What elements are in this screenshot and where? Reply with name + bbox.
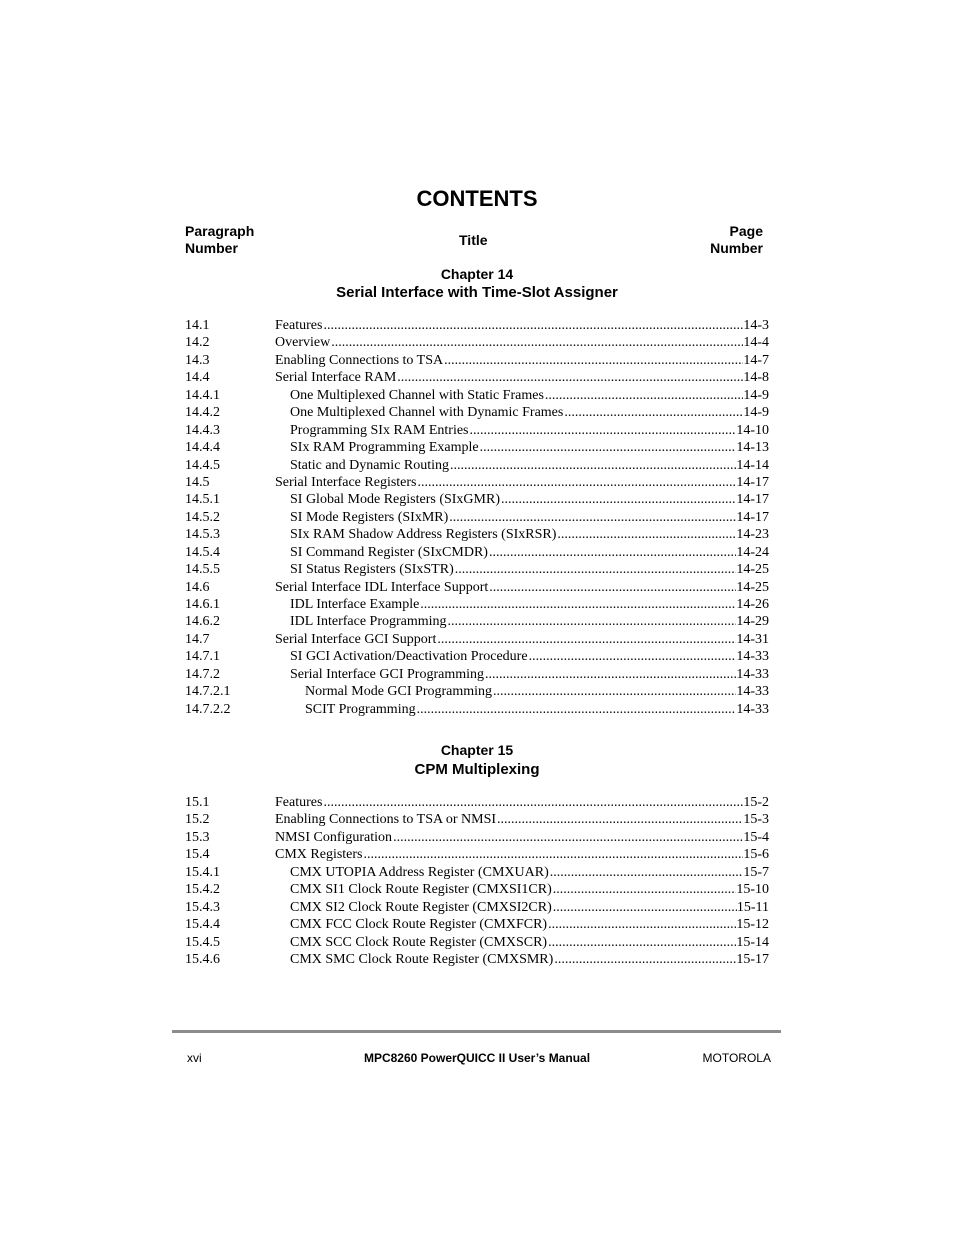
toc-entry-page: 14-14 <box>736 457 769 473</box>
toc-entry[interactable] <box>185 317 769 334</box>
toc-entry-body <box>275 526 769 543</box>
toc-entry-number: 14.7.1 <box>185 649 220 665</box>
toc-entry-number: 14.5.1 <box>185 492 220 508</box>
toc-entry-page: 14-10 <box>736 422 769 438</box>
toc-entry[interactable] <box>185 794 769 811</box>
toc-entry-page: 14-33 <box>736 684 769 700</box>
toc-entry-number: 14.5.5 <box>185 562 220 578</box>
dot-leader <box>393 829 743 846</box>
toc-entry-body <box>275 613 769 630</box>
toc-entry-number: 14.5.3 <box>185 527 220 543</box>
toc-entry-title: SCIT Programming <box>305 701 416 717</box>
toc-entry-body <box>275 422 769 439</box>
toc-entry-title: SIx RAM Shadow Address Registers (SIxRSR) <box>290 527 557 543</box>
toc-entry-page: 15-6 <box>743 847 769 863</box>
toc-entry-body <box>275 369 769 386</box>
toc-entry-number: 14.7.2.2 <box>185 701 231 717</box>
toc-entry-title: Serial Interface GCI Support <box>275 631 437 647</box>
toc-entry-number: 15.4.6 <box>185 951 220 967</box>
toc-entry-number: 14.5.4 <box>185 544 220 560</box>
toc-entry-number: 14.5 <box>185 474 210 490</box>
toc-entry-page: 14-33 <box>736 649 769 665</box>
toc-entry-title: Serial Interface RAM <box>275 370 397 386</box>
toc-entry-body <box>275 811 769 828</box>
toc-entry-page: 14-29 <box>736 614 769 630</box>
toc-entry-number: 14.4 <box>185 370 210 386</box>
toc-entry-page: 15-11 <box>736 899 769 915</box>
dot-leader <box>550 864 744 881</box>
dot-leader <box>553 899 737 916</box>
toc-entry-title: CMX SI2 Clock Route Register (CMXSI2CR) <box>290 899 552 915</box>
toc-entry-number: 15.3 <box>185 829 210 845</box>
toc-entry-title: One Multiplexed Channel with Static Frames <box>290 387 544 403</box>
toc-entry-page: 15-2 <box>743 795 769 810</box>
toc-entry-body <box>275 474 769 491</box>
toc-entry-page: 15-14 <box>736 934 769 950</box>
toc-entry-body <box>275 934 769 951</box>
dot-leader <box>548 916 736 933</box>
toc-entry-page: 14-33 <box>736 666 769 682</box>
toc-entry[interactable] <box>185 846 769 863</box>
toc-entry-page: 14-9 <box>743 387 769 403</box>
chapter-14-title: Serial Interface with Time-Slot Assigner <box>336 284 618 301</box>
toc-entry-body <box>275 881 769 898</box>
toc-entry-number: 15.4.4 <box>185 917 220 933</box>
toc-entry-title: IDL Interface Example <box>290 597 420 612</box>
toc-entry-number: 14.7 <box>185 631 210 647</box>
paragraph-header-line1: Paragraph <box>185 223 255 239</box>
toc-entry[interactable] <box>185 683 769 700</box>
toc-entry-title: CMX SCC Clock Route Register (CMXSCR) <box>290 934 548 950</box>
toc-entry-page: 14-4 <box>743 335 769 351</box>
footer-manual-title: MPC8260 PowerQUICC II User’s Manual <box>363 1051 591 1065</box>
toc-entry[interactable] <box>185 387 769 404</box>
toc-entry-body <box>275 334 769 351</box>
toc-entry-body <box>275 509 769 526</box>
toc-entry-number: 14.6.2 <box>185 614 220 630</box>
toc-entry[interactable] <box>185 404 769 421</box>
toc-entry-body <box>275 846 769 863</box>
dot-leader <box>449 509 736 526</box>
page-header-line1: Page <box>729 223 763 239</box>
toc-entry-body <box>275 457 769 474</box>
toc-entry-number: 15.4.2 <box>185 882 220 898</box>
toc-entry-number: 14.5.2 <box>185 509 220 525</box>
title-header: Title <box>459 232 488 248</box>
toc-entry[interactable] <box>185 934 769 951</box>
toc-entry-number: 15.4.3 <box>185 899 220 915</box>
toc-entry[interactable] <box>185 561 769 578</box>
toc-entry-number: 14.4.5 <box>185 457 220 473</box>
toc-entry-title: SI Global Mode Registers (SIxGMR) <box>290 492 500 508</box>
toc-entry-body <box>275 666 769 683</box>
toc-entry[interactable] <box>185 864 769 881</box>
toc-entry-body <box>275 491 769 508</box>
dot-leader <box>418 474 737 491</box>
toc-entry-page: 15-4 <box>743 829 769 845</box>
toc-entry-page: 15-3 <box>743 812 769 828</box>
toc-entry[interactable] <box>185 829 769 846</box>
toc-entry-number: 14.4.4 <box>185 440 220 456</box>
dot-leader <box>548 934 736 951</box>
toc-entry-body <box>275 544 769 561</box>
toc-entry-body <box>275 352 769 369</box>
chapter-15-title: CPM Multiplexing <box>414 761 540 778</box>
toc-entry-number: 15.4 <box>185 847 210 863</box>
toc-entry[interactable] <box>185 951 769 968</box>
toc-entry-number: 14.6.1 <box>185 597 220 612</box>
dot-leader <box>331 334 743 351</box>
page-header-line2: Number <box>710 240 763 256</box>
toc-entry-title: Serial Interface GCI Programming <box>290 666 484 682</box>
toc-entry-page: 14-25 <box>736 579 769 595</box>
toc-entry-page: 14-25 <box>736 562 769 578</box>
dot-leader <box>553 881 737 898</box>
dot-leader <box>397 369 743 386</box>
toc-entry-title: Programming SIx RAM Entries <box>290 422 469 438</box>
dot-leader <box>437 631 736 648</box>
toc-entry-number: 15.1 <box>185 795 210 810</box>
toc-entry[interactable] <box>185 916 769 933</box>
toc-entry-body <box>275 951 769 968</box>
dot-leader <box>497 811 743 828</box>
toc-entry-page: 14-9 <box>743 405 769 421</box>
toc-entry[interactable] <box>185 631 769 648</box>
toc-entry[interactable] <box>185 701 769 718</box>
toc-entry[interactable] <box>185 474 769 491</box>
dot-leader <box>489 544 736 561</box>
dot-leader <box>557 526 736 543</box>
toc-entry[interactable] <box>185 334 769 351</box>
dot-leader <box>489 579 736 596</box>
toc-entry-number: 14.7.2 <box>185 666 220 682</box>
chapter-14-toc <box>185 317 769 718</box>
toc-entry-number: 14.1 <box>185 318 210 333</box>
toc-entry-title: Overview <box>275 335 331 351</box>
toc-entry-title: SI GCI Activation/Deactivation Procedure <box>290 649 528 665</box>
toc-entry-title: SI Status Registers (SIxSTR) <box>290 562 454 578</box>
dot-leader <box>470 422 737 439</box>
chapter-14-label: Chapter 14 <box>440 266 514 282</box>
toc-entry-body <box>275 439 769 456</box>
toc-entry[interactable] <box>185 457 769 474</box>
toc-entry-title: Enabling Connections to TSA or NMSI <box>275 812 497 828</box>
toc-entry-number: 14.4.1 <box>185 387 220 403</box>
dot-leader <box>323 794 743 811</box>
toc-entry-title: Enabling Connections to TSA <box>275 352 444 368</box>
toc-entry-number: 14.4.3 <box>185 422 220 438</box>
toc-entry-title: One Multiplexed Channel with Dynamic Frames <box>290 405 564 421</box>
footer-page-number: xvi <box>187 1051 202 1065</box>
paragraph-number-header <box>185 223 254 257</box>
toc-entry-body <box>275 631 769 648</box>
footer-rule <box>172 1030 781 1033</box>
toc-entry-body <box>275 794 769 811</box>
toc-entry-title: CMX SI1 Clock Route Register (CMXSI1CR) <box>290 882 552 898</box>
toc-entry-number: 15.4.5 <box>185 934 220 950</box>
toc-entry-title: CMX FCC Clock Route Register (CMXFCR) <box>290 917 548 933</box>
toc-entry[interactable] <box>185 369 769 386</box>
toc-entry-body <box>275 648 769 665</box>
chapter-15-toc <box>185 794 769 968</box>
toc-entry[interactable] <box>185 422 769 439</box>
toc-entry-title: NMSI Configuration <box>275 829 393 845</box>
toc-entry-title: SI Mode Registers (SIxMR) <box>290 509 449 525</box>
dot-leader <box>485 666 736 683</box>
toc-entry-body <box>275 683 769 700</box>
toc-entry-page: 14-33 <box>736 701 769 717</box>
toc-entry-body <box>275 404 769 421</box>
toc-entry[interactable] <box>185 509 769 526</box>
toc-entry-number: 14.7.2.1 <box>185 684 231 700</box>
toc-entry-title: SI Command Register (SIxCMDR) <box>290 544 488 560</box>
dot-leader <box>455 561 737 578</box>
toc-entry-number: 14.6 <box>185 579 210 595</box>
dot-leader <box>529 648 737 665</box>
toc-entry-body <box>275 596 769 613</box>
toc-entry-page: 15-17 <box>736 951 769 967</box>
toc-entry-title: Serial Interface IDL Interface Support <box>275 579 489 595</box>
toc-entry-page: 15-12 <box>736 917 769 933</box>
toc-entry-page: 14-24 <box>736 544 769 560</box>
chapter-15-label: Chapter 15 <box>440 742 514 758</box>
toc-entry[interactable] <box>185 811 769 828</box>
toc-entry-page: 15-7 <box>743 864 769 880</box>
toc-entry[interactable] <box>185 899 769 916</box>
toc-entry-page: 14-26 <box>736 597 769 612</box>
toc-entry-body <box>275 561 769 578</box>
dot-leader <box>448 613 737 630</box>
dot-leader <box>480 439 737 456</box>
dot-leader <box>545 387 743 404</box>
toc-entry-title: Features <box>275 795 323 810</box>
toc-entry-page: 14-17 <box>736 509 769 525</box>
toc-entry[interactable] <box>185 491 769 508</box>
dot-leader <box>554 951 736 968</box>
toc-entry-number: 14.2 <box>185 335 210 351</box>
toc-entry[interactable] <box>185 596 769 613</box>
toc-entry-body <box>275 829 769 846</box>
toc-entry[interactable] <box>185 881 769 898</box>
dot-leader <box>450 457 736 474</box>
toc-entry-page: 14-17 <box>736 474 769 490</box>
toc-entry-title: CMX Registers <box>275 847 363 863</box>
toc-entry-page: 14-23 <box>736 527 769 543</box>
page-number-header <box>700 223 763 257</box>
toc-entry-title: Features <box>275 318 323 333</box>
toc-entry-page: 14-8 <box>743 370 769 386</box>
toc-entry-body <box>275 864 769 881</box>
toc-entry-title: Normal Mode GCI Programming <box>305 684 493 700</box>
toc-entry-page: 14-13 <box>736 440 769 456</box>
dot-leader <box>417 701 737 718</box>
footer-publisher: MOTOROLA <box>702 1051 771 1065</box>
toc-entry-page: 15-10 <box>736 882 769 898</box>
dot-leader <box>444 352 743 369</box>
toc-entry-page: 14-7 <box>743 352 769 368</box>
toc-entry-title: CMX SMC Clock Route Register (CMXSMR) <box>290 951 554 967</box>
toc-entry[interactable] <box>185 544 769 561</box>
toc-entry[interactable] <box>185 352 769 369</box>
toc-entry-title: IDL Interface Programming <box>290 614 447 630</box>
toc-entry-title: Serial Interface Registers <box>275 474 417 490</box>
toc-entry-title: CMX UTOPIA Address Register (CMXUAR) <box>290 864 549 880</box>
toc-entry-page: 14-31 <box>736 631 769 647</box>
toc-entry-number: 14.4.2 <box>185 405 220 421</box>
toc-entry[interactable] <box>185 439 769 456</box>
dot-leader <box>493 683 736 700</box>
toc-entry[interactable] <box>185 648 769 665</box>
toc-entry-title: SIx RAM Programming Example <box>290 440 479 456</box>
toc-entry-number: 15.4.1 <box>185 864 220 880</box>
toc-entry-body <box>275 899 769 916</box>
toc-entry-body <box>275 701 769 718</box>
toc-entry-body <box>275 317 769 334</box>
toc-entry-body <box>275 387 769 404</box>
dot-leader <box>364 846 744 863</box>
toc-entry[interactable] <box>185 579 769 596</box>
toc-entry[interactable] <box>185 526 769 543</box>
toc-entry-page: 14-3 <box>743 318 769 333</box>
toc-entry-number: 14.3 <box>185 352 210 368</box>
toc-entry-title: Static and Dynamic Routing <box>290 457 450 473</box>
dot-leader <box>420 596 736 613</box>
dot-leader <box>323 317 743 334</box>
toc-entry-body <box>275 579 769 596</box>
dot-leader <box>501 491 736 508</box>
toc-entry-body <box>275 916 769 933</box>
toc-entry[interactable] <box>185 613 769 630</box>
toc-entry-number: 15.2 <box>185 812 210 828</box>
page-title: CONTENTS <box>416 186 538 211</box>
dot-leader <box>564 404 743 421</box>
paragraph-header-line2: Number <box>185 240 238 256</box>
toc-entry-page: 14-17 <box>736 492 769 508</box>
toc-entry[interactable] <box>185 666 769 683</box>
